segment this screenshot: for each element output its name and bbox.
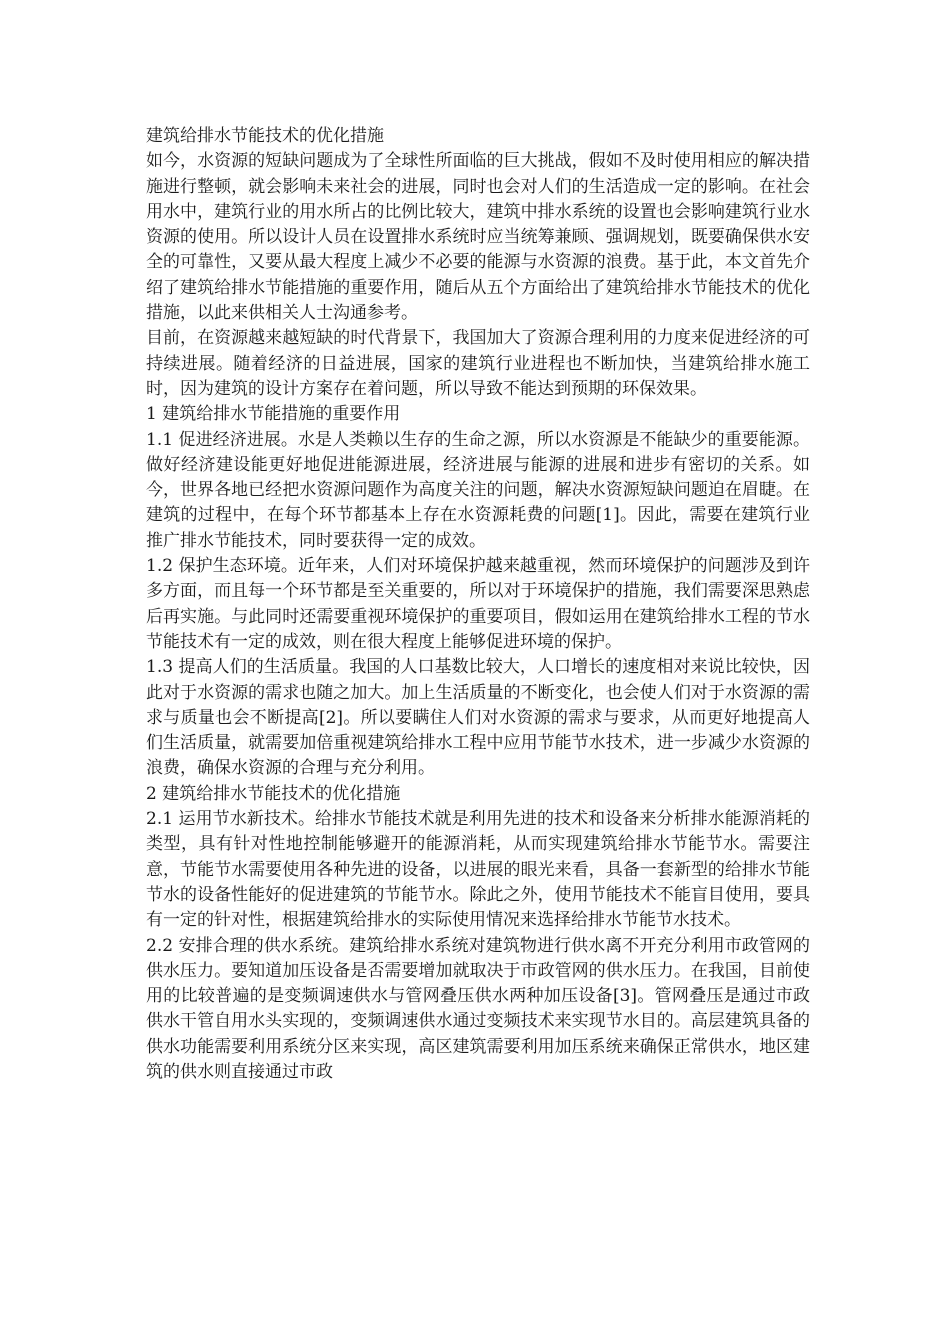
section-2-2-paragraph: 2.2 安排合理的供水系统。建筑给排水系统对建筑物进行供水离不开充分利用市政管网的供水压力。要知道加压设备是否需要增加就取决于市政管网的供水压力。在我国，目前使用的比较普遍的是变频调速供水与管网叠压供水两种加压设备[3]。管网叠压是通过市政供水干管自用水头实现的，变频调速供水通过变频技术来实现节水目的。高层建筑具备的供水功能需要利用系统分区来实现，高区建筑需要利用加压系统来确保正常供水，地区建筑的供水则直接通过市政 <box>146 935 810 1082</box>
intro-paragraph-2: 目前，在资源越来越短缺的时代背景下，我国加大了资源合理利用的力度来促进经济的可持续进展。随着经济的日益进展，国家的建筑行业进程也不断加快，当建筑给排水施工时，因为建筑的设计方案存在着问题，所以导致不能达到预期的环保效果。 <box>146 328 810 399</box>
document-title: 建筑给排水节能技术的优化措施 <box>146 126 384 146</box>
section-1-2-paragraph: 1.2 保护生态环境。近年来，人们对环境保护越来越重视，然而环境保护的问题涉及到许多方面，而且每一个环节都是至关重要的，所以对于环境保护的措施，我们需要深思熟虑后再实施。与此同时还需要重视环境保护的重要项目，假如运用在建筑给排水工程的节水节能技术有一定的成效，则在很大程度上能够促进环境的保护。 <box>146 556 810 652</box>
intro-paragraph-1: 如今，水资源的短缺问题成为了全球性所面临的巨大挑战，假如不及时使用相应的解决措施进行整顿，就会影响未来社会的进展，同时也会对人们的生活造成一定的影响。在社会用水中，建筑行业的用水所占的比例比较大，建筑中排水系统的设置也会影响建筑行业水资源的使用。所以设计人员在设置排水系统时应当统筹兼顾、强调规划，既要确保供水安全的可靠性，又要从最大程度上减少不必要的能源与水资源的浪费。基于此，本文首先介绍了建筑给排水节能措施的重要作用，随后从五个方面给出了建筑给排水节能技术的优化措施，以此来供相关人士沟通参考。 <box>146 151 810 324</box>
document-page <box>146 124 810 1085</box>
section-2-heading: 2 建筑给排水节能技术的优化措施 <box>146 783 401 804</box>
section-1-3-paragraph: 1.3 提高人们的生活质量。我国的人口基数比较大，人口增长的速度相对来说比较快，因此对于水资源的需求也随之加大。加上生活质量的不断变化，也会使人们对于水资源的需求与质量也会不断提高[2]。所以要瞒住人们对水资源的需求与要求，从而更好地提高人们生活质量，就需要加倍重视建筑给排水工程中应用节能节水技术，进一步减少水资源的浪费，确保水资源的合理与充分利用。 <box>146 657 810 779</box>
section-1-heading: 1 建筑给排水节能措施的重要作用 <box>146 404 401 425</box>
section-1-1-paragraph: 1.1 促进经济进展。水是人类赖以生存的生命之源，所以水资源是不能缺少的重要能源。做好经济建设能更好地促进能源进展，经济进展与能源的进展和进步有密切的关系。如今，世界各地已经把水资源问题作为高度关注的问题，解决水资源短缺问题迫在眉睫。在建筑的过程中，在每个环节都基本上存在水资源耗费的问题[1]。因此，需要在建筑行业推广排水节能技术，同时要获得一定的成效。 <box>146 429 810 551</box>
section-2-1-paragraph: 2.1 运用节水新技术。给排水节能技术就是利用先进的技术和设备来分析排水能源消耗的类型，具有针对性地控制能够避开的能源消耗，从而实现建筑给排水节能节水。需要注意，节能节水需要使用各种先进的设备，以进展的眼光来看，具备一套新型的给排水节能节水的设备性能好的促进建筑的节能节水。除此之外，使用节能技术不能盲目使用，要具有一定的针对性，根据建筑给排水的实际使用情况来选择给排水节能节水技术。 <box>146 809 810 931</box>
